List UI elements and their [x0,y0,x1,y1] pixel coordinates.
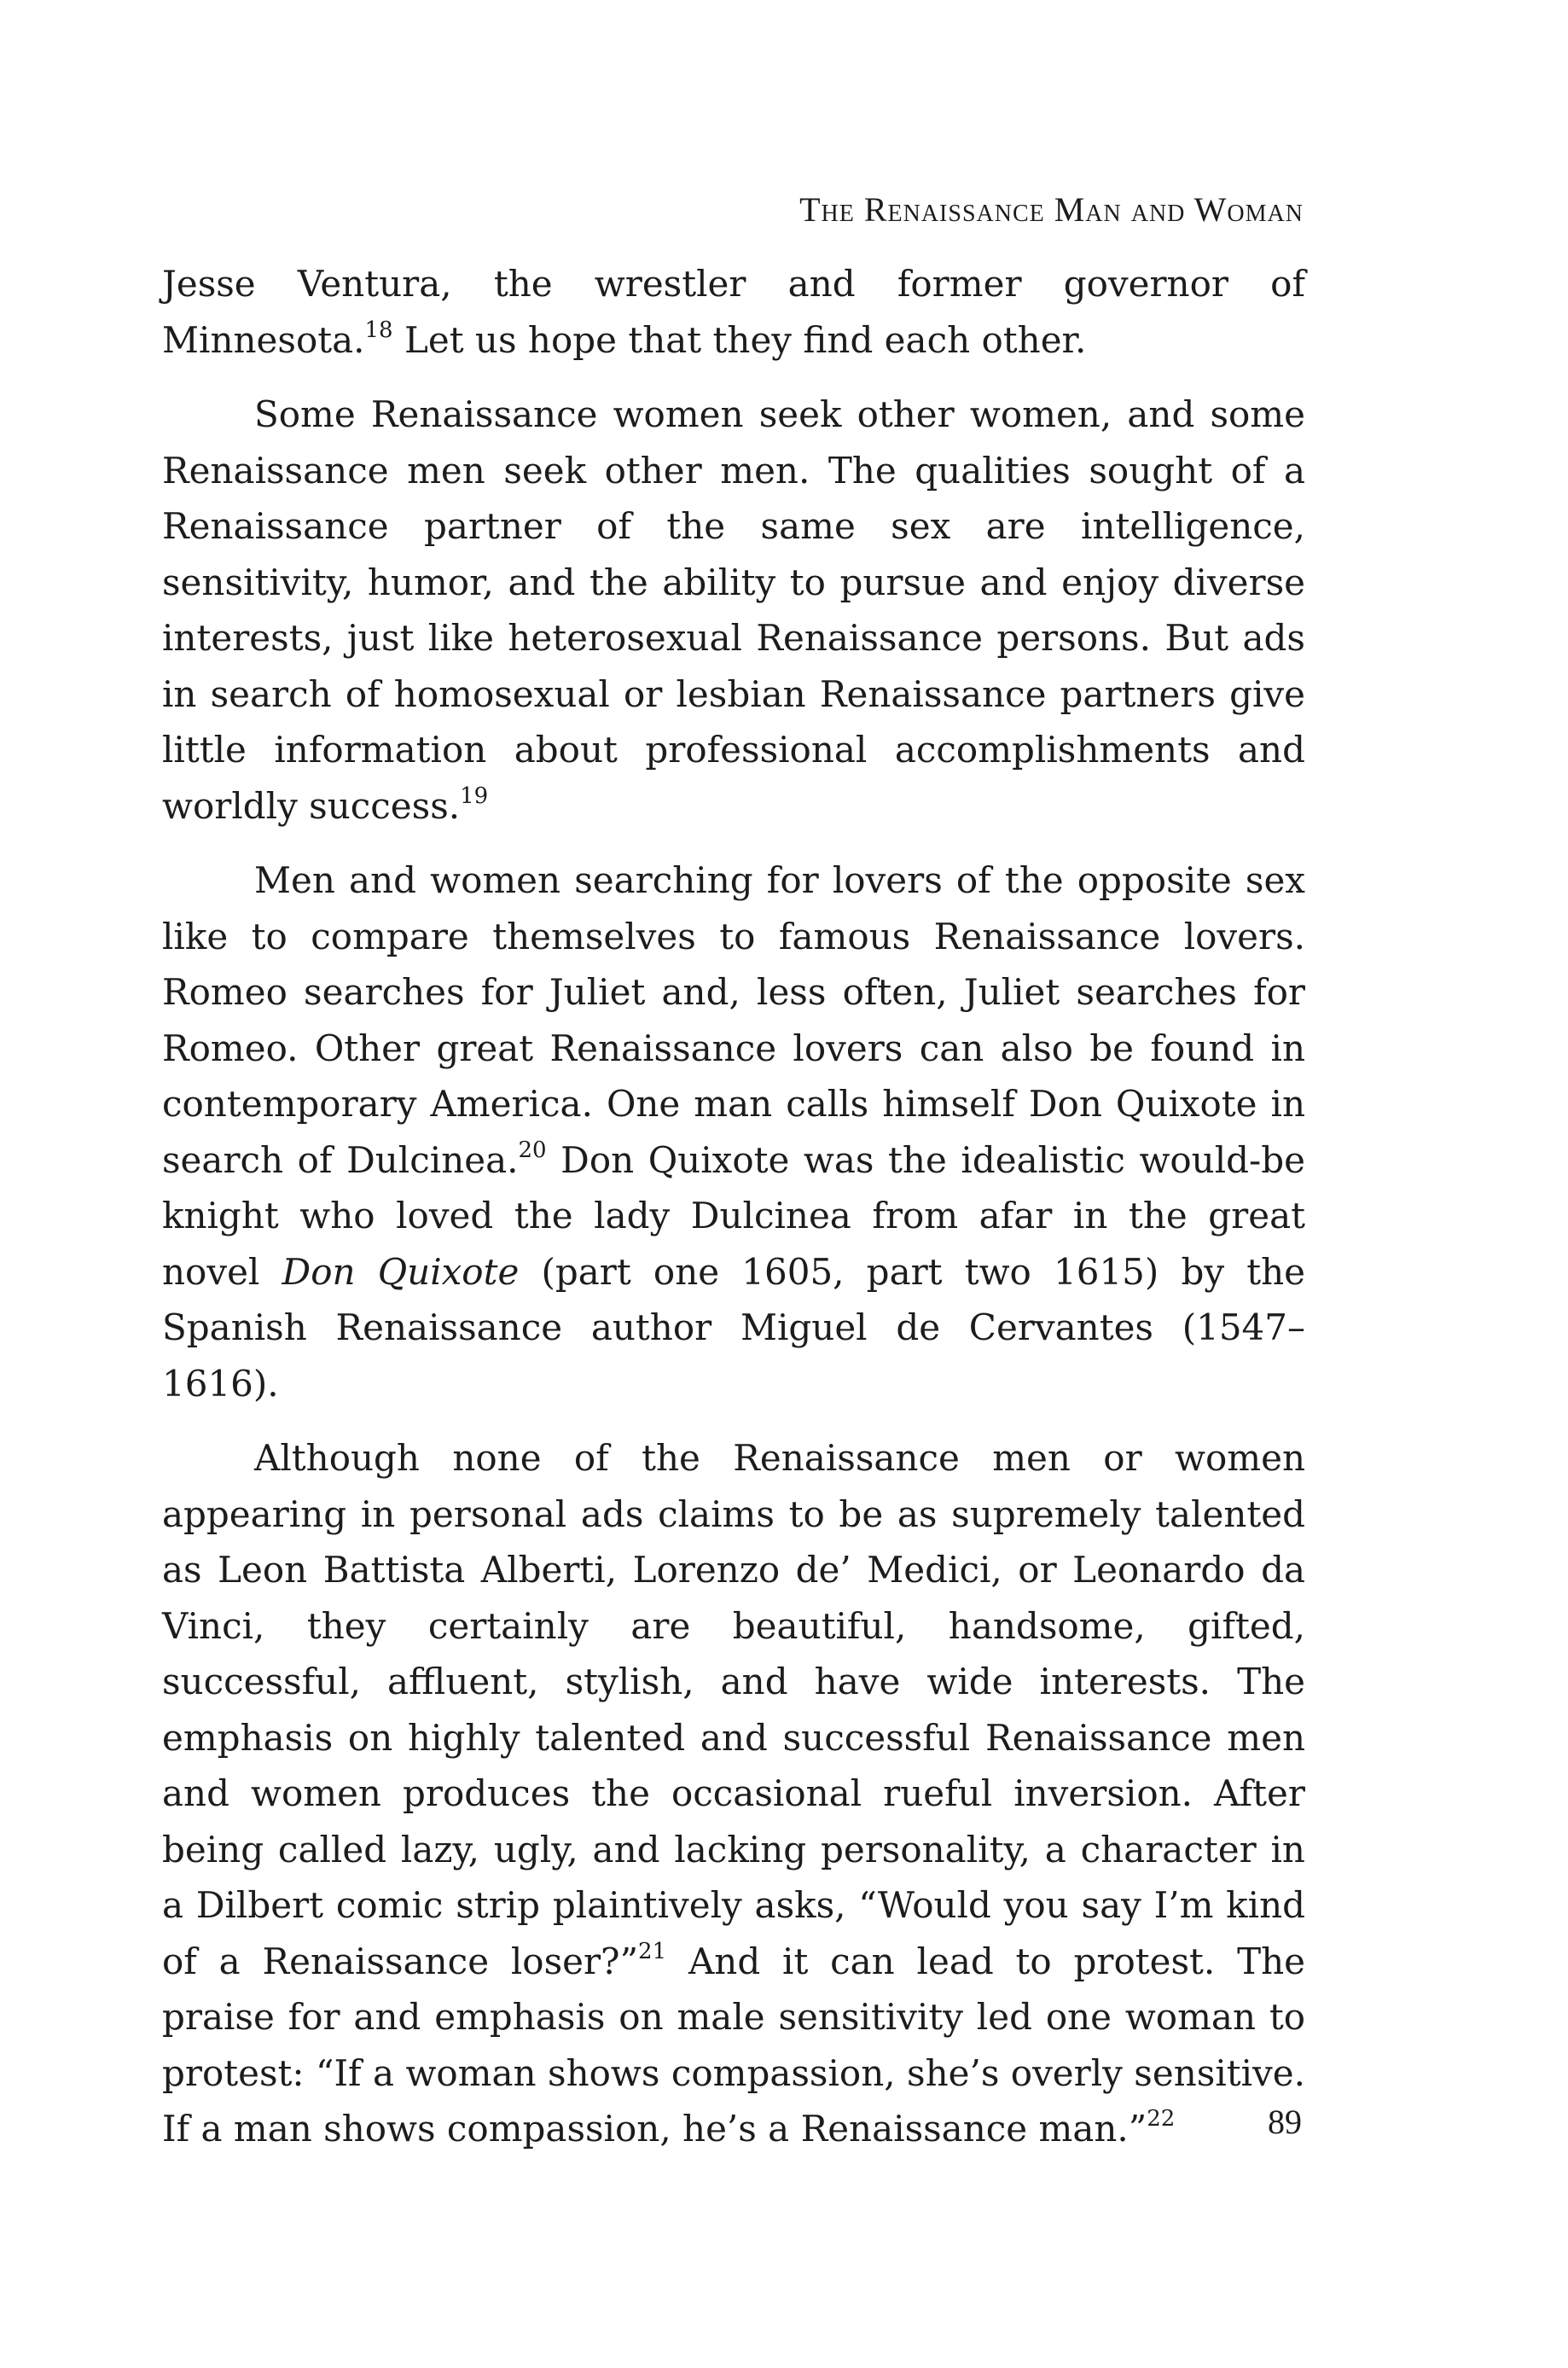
italic-title: Don Quixote [282,1250,520,1293]
text-run: Jesse Ventura, the wrestler and former governor of Minnesota. [162,263,1305,361]
footnote-marker: 20 [518,1137,547,1163]
body-text [162,256,1305,2176]
footnote-marker: 22 [1147,2106,1176,2132]
text-run: Some Renaissance women seek other women, and some Renaissance men seek other men. The qualities sought of a Renaissance partner of the same sex are intelligence, sensitivity, humor, and the ability to pursue and enjoy diverse interests, just like heterosexual Renaissance persons. But ads in search of homosexual or lesbian Renaissance partners give little information about professional accomplishments and worldly success. [162,393,1305,827]
page-number: 89 [1268,2103,1302,2141]
footnote-marker: 19 [460,783,489,809]
paragraph [162,1430,1305,2157]
text-run: Men and women searching for lovers of the opposite sex like to compare themselves to famous Renaissance lovers. Romeo searches for Juliet and, less often, Juliet searches for Romeo. Other great Renaissance lovers can also be found in contemporary America. One man calls himself Don Quixote in search of Dulcinea. [162,859,1305,1181]
text-run: (part one 1605, part two 1615) by the Spanish Renaissance author Miguel de Cervantes (1547–1616). [162,1250,1306,1405]
text-run: And it can lead to protest. The praise for and emphasis on male sensitivity led one woman to protest: “If a woman shows compassion, she’s overly sensitive. If a man shows compassion, he’s a Renaissance man.” [162,1940,1305,2150]
running-head: The Renaissance Man and Woman [799,190,1304,229]
text-run: Let us hope that they find each other. [392,318,1087,361]
paragraph [162,852,1305,1411]
paragraph [162,256,1305,368]
text-run: Although none of the Renaissance men or women appearing in personal ads claims to be as supremely talented as Leon Battista Alberti, Lorenzo de’ Medici, or Leonardo da Vinci, they certainly are beautiful, handsome, gifted, successful, affluent, stylish, and have wide interests. The emphasis on highly talented and successful Renaissance men and women produces the occasional rueful inversion. After being called lazy, ugly, and lacking personality, a character in a Dilbert comic strip plaintively asks, “Would you say I’m kind of a Renaissance loser?” [162,1437,1305,1982]
text-run: Don Quixote was the idealistic would-be knight who loved the lady Dulcinea from afar in the great novel [162,1138,1305,1293]
footnote-marker: 18 [364,317,393,343]
footnote-marker: 21 [638,1938,667,1964]
paragraph [162,387,1305,834]
